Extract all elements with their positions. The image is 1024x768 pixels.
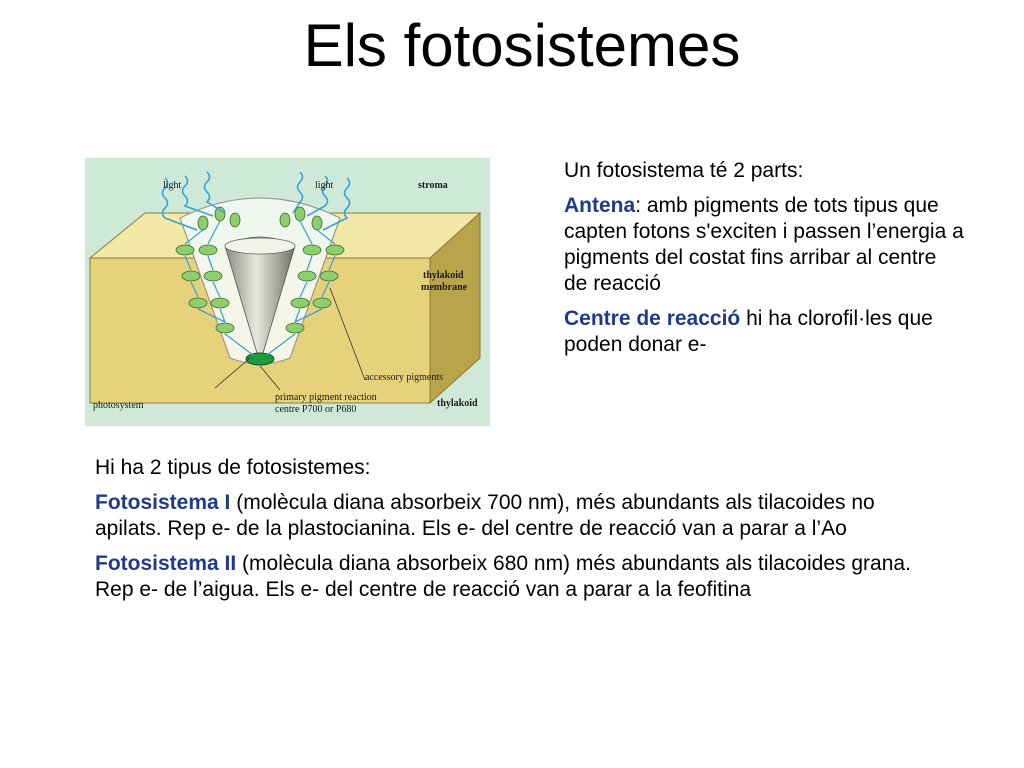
label-primary-2: centre P700 or P680 bbox=[275, 404, 357, 415]
label-stroma: stroma bbox=[418, 180, 448, 191]
centre-label: Centre de reacció bbox=[564, 307, 741, 330]
label-light-left: light bbox=[163, 180, 182, 191]
label-photosystem: photosystem bbox=[93, 400, 144, 411]
ps2-label: Fotosistema II bbox=[95, 552, 237, 575]
label-thylakoid-membrane-2: membrane bbox=[421, 282, 468, 293]
photosystem-diagram bbox=[85, 158, 490, 426]
ps1-label: Fotosistema I bbox=[95, 491, 231, 514]
ps2-text: (molècula diana absorbeix 680 nm) més abundants als tilacoides grana. Rep e- de l’aigua. Els e- del centre de reacció van a parar a la feofitina bbox=[95, 552, 911, 601]
photosystem-types-text bbox=[95, 455, 935, 612]
parts-intro: Un fotosistema té 2 parts: bbox=[564, 159, 804, 182]
label-thylakoid-membrane-1: thylakoid bbox=[423, 270, 464, 281]
antena-label: Antena bbox=[564, 194, 636, 217]
ps2-paragraph bbox=[95, 551, 935, 603]
slide-title: Els fotosistemes bbox=[303, 12, 741, 79]
label-primary-1: primary pigment reaction bbox=[275, 392, 377, 403]
antena-text: : amb pigments de tots tipus que capten fotons s'exciten i passen l’energia a pigments del costat fins arribar al centre de reacció bbox=[564, 194, 964, 295]
label-light-right: light bbox=[315, 180, 334, 191]
centre-text: hi ha clorofil·les que poden donar e- bbox=[564, 307, 933, 356]
ps1-paragraph bbox=[95, 490, 935, 542]
antena-paragraph bbox=[564, 193, 964, 297]
types-intro: Hi ha 2 tipus de fotosistemes: bbox=[95, 456, 371, 479]
label-accessory-pigments: accessory pigments bbox=[365, 372, 444, 383]
label-thylakoid: thylakoid bbox=[437, 398, 478, 409]
centre-paragraph bbox=[564, 306, 964, 358]
photosystem-parts-text bbox=[564, 158, 964, 367]
reaction-centre bbox=[246, 353, 274, 365]
ps1-text: (molècula diana absorbeix 700 nm), més abundants als tilacoides no apilats. Rep e- de la plastocianina. Els e- del centre de reacció van a parar a l’Ao bbox=[95, 491, 875, 540]
